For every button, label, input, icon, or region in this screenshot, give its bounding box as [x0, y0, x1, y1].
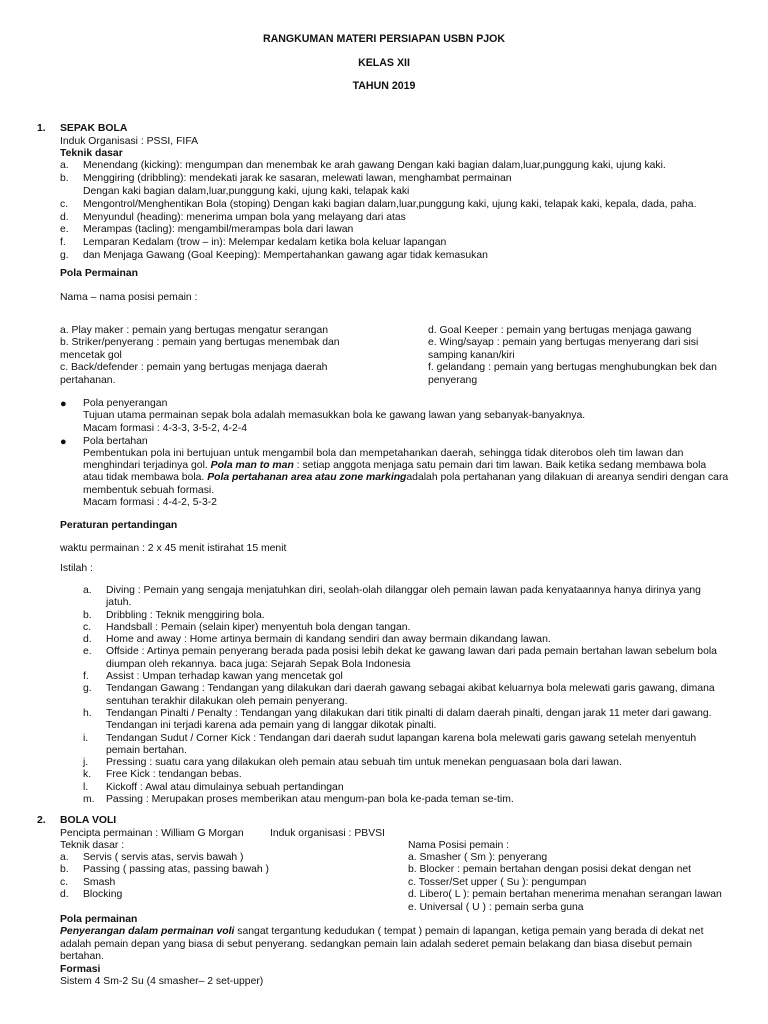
posisi-right-column	[428, 325, 758, 387]
voli-induk: Induk organisasi : PBVSI	[270, 828, 385, 839]
nama-posisi-label: Nama – nama posisi pemain :	[60, 292, 198, 303]
istilah-list	[83, 585, 731, 806]
pola-bertahan-line1: Pembentukan pola ini bertujuan untuk mengambil bola dan mempetahankan daerah, sehingga tidak diterobos oleh tim lawan dan	[83, 448, 684, 459]
list-item-text: pemain bertahan.	[106, 744, 187, 756]
list-item-text: Kickoff : Awal atau dimulainya sebuah pertandingan	[106, 781, 344, 793]
list-item-label: j.	[83, 757, 89, 769]
doc-class: KELAS XII	[358, 57, 410, 69]
list-item	[83, 659, 731, 671]
list-item	[83, 671, 731, 683]
list-line: c. Tosser/Set upper ( Su ): pengumpan	[408, 876, 587, 888]
list-item	[83, 585, 731, 597]
list-item-text: Passing : Merupakan proses memberikan atau mengum-pan bola ke-pada teman se-tim.	[106, 794, 514, 806]
list-item-label: b.	[83, 609, 92, 621]
voli-posisi-list	[408, 852, 748, 914]
list-item-text: Tendangan Gawang : Tendangan yang dilakukan dari daerah gawang sebagai akibat keluarnya bola melewati garis gawang, dimana	[106, 683, 715, 695]
list-item-label: l.	[83, 781, 89, 793]
list-line: mencetak gol	[60, 349, 122, 361]
list-item-text: diumpan oleh rekannya. baca juga: Sejarah Sepak Bola Indonesia	[106, 658, 411, 670]
list-line: e. Wing/sayap : pemain yang bertugas menyerang dari sisi	[428, 337, 699, 349]
list-item-text: dan Menjaga Gawang (Goal Keeping): Mempertahankan gawang agar tidak kemasukan	[83, 250, 488, 262]
pola-bertahan-line2	[83, 460, 706, 472]
list-item-label: f.	[60, 237, 66, 249]
list-item-text: jatuh.	[106, 597, 132, 609]
list-line: pertahanan.	[60, 374, 116, 386]
list-item-label: e.	[60, 224, 69, 236]
text-span: sangat tergantung kedudukan ( tempat ) pemain di lapangan, ketiga pemain yang berada di dekat net	[234, 926, 704, 937]
voli-formasi-title: Formasi	[60, 964, 101, 975]
list-item	[60, 224, 750, 237]
list-item-label: b.	[60, 864, 69, 876]
pola-man-to-man: Pola man to man	[210, 460, 294, 471]
list-item-text: Servis ( servis atas, servis bawah )	[83, 852, 244, 863]
pola-permainan-title: Pola Permainan	[60, 268, 138, 279]
list-item-label: c.	[83, 621, 92, 633]
bullet-icon: ●	[60, 398, 67, 410]
list-item-text: Menendang (kicking): mengumpan dan menembak ke arah gawang Dengan kaki bagian dalam,luar,punggung kaki, ujung kaki.	[83, 160, 666, 171]
list-item-text: Smash	[83, 876, 116, 888]
list-item	[60, 212, 750, 225]
list-item	[60, 889, 360, 901]
pola-bertahan-formasi: Macam formasi : 4-4-2, 5-3-2	[83, 497, 217, 508]
waktu-permainan: waktu permainan : 2 x 45 menit istirahat 15 menit	[60, 543, 287, 554]
list-item	[60, 877, 360, 889]
list-item-text: Home and away : Home artinya bermain di kandang sendiri dan away bermain dikandang lawan.	[106, 634, 551, 646]
list-item-text: Menggiring (dribbling): mendekati jarak ke sasaran, melewati lawan, menghambat permainan	[83, 172, 512, 184]
voli-pola-line3: bertahan.	[60, 951, 104, 962]
text-span: adalah pola pertahanan yang dilakuan di areanya sendiri dengan cara	[406, 472, 729, 483]
list-item	[83, 733, 731, 745]
list-item-text: Merampas (tacling): mengambil/merampas bola dari lawan	[83, 224, 354, 236]
text-span: : setiap anggota menjaga satu pemain dari tim lawan. Baik ketika sedang membawa bola	[293, 460, 707, 471]
list-item-text: Menyundul (heading): menerima umpan bola yang melayang dari atas	[83, 211, 406, 223]
list-item-text: Free Kick : tendangan bebas.	[106, 769, 242, 781]
list-item-text: Mengontrol/Menghentikan Bola (stoping) Dengan kaki bagian dalam,luar,punggung kaki, ujung kaki, telapak kaki, kepala, dada, paha.	[83, 198, 697, 210]
list-line: penyerang	[428, 374, 478, 386]
list-item-label: f.	[83, 671, 89, 683]
list-item	[60, 852, 360, 864]
list-item	[60, 864, 360, 876]
list-item-label: g.	[83, 683, 92, 695]
pola-penyerangan-formasi: Macam formasi : 4-3-3, 3-5-2, 4-2-4	[83, 423, 247, 434]
teknik-dasar-list	[60, 160, 750, 263]
voli-pencipta: Pencipta permainan : William G Morgan	[60, 828, 244, 839]
voli-pola-line1	[60, 926, 703, 938]
list-item-text: Pressing : suatu cara yang dilakukan oleh pemain atau sebuah tim untuk menekan penguasaan bola dari lawan.	[106, 757, 622, 769]
voli-pola-line2: adalah pemain depan yang biasa di sebut penyerang. sedangkan pemain lain adalah sederet pemain belakang dan biasa disebut pemain	[60, 939, 692, 950]
list-item	[83, 610, 731, 622]
list-item-label: d.	[60, 889, 69, 901]
list-item-text: Tendangan Pinalti / Penalty : Tendangan yang dilakukan dari titik pinalti di dalam daerah pinalti, dengan jarak 11 meter dari gawang.	[106, 707, 712, 719]
section-1-induk: Induk Organisasi : PSSI, FIFA	[60, 136, 199, 147]
section-1-number: 1.	[37, 123, 46, 134]
list-line: samping kanan/kiri	[428, 349, 515, 361]
pola-voli-emphasis: Penyerangan dalam permainan voli	[60, 926, 235, 937]
section-2-title: BOLA VOLI	[60, 815, 117, 826]
list-item-label: d.	[60, 211, 69, 223]
list-line: b. Blocker : pemain bertahan dengan posisi dekat dengan net	[408, 864, 692, 876]
list-item	[83, 696, 731, 708]
doc-title: RANGKUMAN MATERI PERSIAPAN USBN PJOK	[262, 33, 506, 45]
list-item	[83, 597, 731, 609]
list-item	[60, 186, 750, 199]
doc-year: TAHUN 2019	[352, 80, 416, 92]
list-line: b. Striker/penyerang : pemain yang bertugas menembak dan	[60, 337, 340, 349]
list-item-text: Passing ( passing atas, passing bawah )	[83, 864, 269, 876]
list-item-text: Diving : Pemain yang sengaja menjatuhkan diri, seolah-olah dilanggar oleh pemain lawan pada kenyataannya hanya dirinya yang	[106, 585, 701, 596]
list-item-label: m.	[83, 794, 95, 806]
list-item-text: sentuhan terakhir dilakukan oleh pemain penyerang.	[106, 695, 348, 707]
text-span: atau tidak membawa bola.	[83, 472, 208, 483]
list-item-text: Tendangan ini terjadi karena ada pemain yang di langgar dikotak pinalti.	[106, 720, 437, 732]
list-item-text: Offside : Artinya pemain penyerang berada pada posisi lebih dekat ke gawang lawan dari pada pemain bertahan lawan sebelum bola	[106, 646, 717, 658]
list-item	[83, 622, 731, 634]
list-item-label: a.	[60, 160, 69, 171]
section-1-title: SEPAK BOLA	[60, 123, 128, 134]
list-item-label: c.	[60, 876, 69, 888]
list-item-label: e.	[83, 646, 92, 658]
list-item	[60, 160, 750, 173]
list-item-label: d.	[83, 634, 92, 646]
list-item	[83, 782, 731, 794]
list-item	[60, 250, 750, 263]
pola-bertahan-line3	[83, 472, 728, 484]
peraturan-title: Peraturan pertandingan	[60, 520, 178, 531]
list-item-text: Tendangan Sudut / Corner Kick : Tendangan dari daerah sudut lapangan karena bola melewati garis gawang setelah menyentuh	[106, 732, 697, 744]
list-line: c. Back/defender : pemain yang bertugas menjaga daerah	[60, 362, 328, 374]
list-item	[83, 634, 731, 646]
list-item	[83, 708, 731, 720]
pola-bertahan-title: Pola bertahan	[83, 436, 148, 447]
list-line: d. Libero( L ): pemain bertahan menerima menahan serangan lawan	[408, 889, 722, 901]
list-item-label: a.	[60, 852, 69, 863]
istilah-label: Istilah :	[60, 563, 93, 574]
list-item-label: a.	[83, 585, 92, 596]
list-line: e. Universal ( U ) : pemain serba guna	[408, 901, 584, 913]
section-2-number: 2.	[37, 815, 46, 826]
list-item-label: i.	[83, 732, 89, 744]
list-item	[83, 745, 731, 757]
list-item-label: k.	[83, 769, 92, 781]
pola-zone-marking: Pola pertahanan area atau zone marking	[207, 472, 407, 483]
list-item	[83, 720, 731, 732]
voli-pola-title: Pola permainan	[60, 914, 138, 925]
list-item-label: c.	[60, 198, 69, 210]
list-line: a. Smasher ( Sm ): penyerang	[408, 852, 548, 863]
bullet-icon: ●	[60, 436, 67, 448]
list-item	[83, 646, 731, 658]
posisi-left-column	[60, 325, 380, 387]
list-line: a. Play maker : pemain yang bertugas mengatur serangan	[60, 325, 329, 336]
voli-teknik-list	[60, 852, 360, 902]
list-item-label: b.	[60, 172, 69, 184]
list-item-label: g.	[60, 250, 69, 262]
list-item-text: Dribbling : Teknik menggiring bola.	[106, 609, 265, 621]
list-item-text: Lemparan Kedalam (trow – in): Melempar kedalam ketika bola keluar lapangan	[83, 237, 447, 249]
pola-penyerangan-title: Pola penyerangan	[83, 398, 168, 409]
list-item	[83, 794, 731, 806]
list-item-label: h.	[83, 707, 92, 719]
list-item	[60, 173, 750, 186]
list-item	[60, 237, 750, 250]
list-item-text: Handsball : Pemain (selain kiper) menyentuh bola dengan tangan.	[106, 621, 411, 633]
list-line: f. gelandang : pemain yang bertugas menghubungkan bek dan	[428, 362, 717, 374]
list-item-text: Dengan kaki bagian dalam,luar,punggung kaki, ujung kaki, telapak kaki	[83, 185, 410, 197]
pola-bertahan-line4: membentuk sebuah formasi.	[83, 485, 215, 496]
voli-formasi: Sistem 4 Sm-2 Su (4 smasher– 2 set-upper)	[60, 976, 264, 987]
pola-penyerangan-text: Tujuan utama permainan sepak bola adalah memasukkan bola ke gawang lawan yang sebanyak-banyaknya.	[83, 410, 586, 421]
list-item	[83, 769, 731, 781]
voli-posisi-title: Nama Posisi pemain :	[408, 840, 510, 851]
list-item-text: Assist : Umpan terhadap kawan yang mencetak gol	[106, 671, 343, 683]
teknik-dasar-title: Teknik dasar	[60, 148, 123, 159]
text-span: menghindari terjadinya gol.	[83, 460, 211, 471]
list-item-text: Blocking	[83, 889, 123, 901]
list-item	[60, 199, 750, 212]
list-item	[83, 683, 731, 695]
voli-teknik-title: Teknik dasar :	[60, 840, 125, 851]
list-item	[83, 757, 731, 769]
list-line: d. Goal Keeper : pemain yang bertugas menjaga gawang	[428, 325, 692, 336]
